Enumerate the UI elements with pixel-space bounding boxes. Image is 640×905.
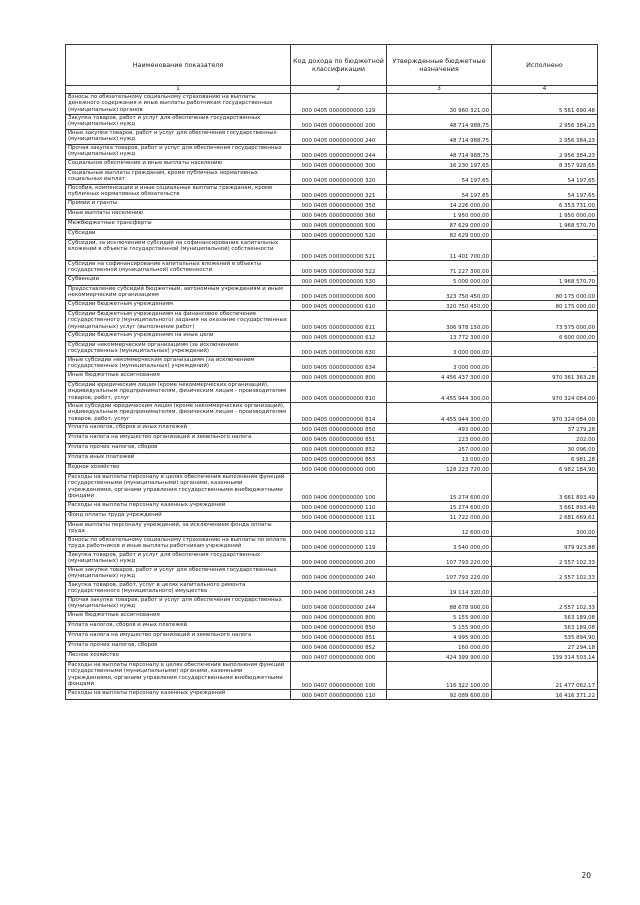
table-row	[66, 286, 598, 301]
row-executed: 73 575 000,00	[492, 311, 598, 332]
row-code: 000 0406 0000000000 112	[291, 522, 387, 537]
row-executed: -	[492, 342, 598, 357]
row-approved: 19 114 320,00	[387, 582, 492, 597]
row-code: 000 0405 0000000000 350	[291, 200, 387, 210]
table-row	[66, 301, 598, 311]
row-code: 000 0407 0000000000 000	[291, 652, 387, 662]
row-code: 000 0406 0000000000 000	[291, 464, 387, 474]
row-executed: 2 557 102,33	[492, 567, 598, 582]
table-row	[66, 311, 598, 332]
page-number: 20	[581, 871, 591, 880]
table-row	[66, 474, 598, 502]
row-name: Субсидии на софинансирование капитальных вложений в объекты государственной (муниципальной) собственности	[66, 261, 291, 276]
row-executed: 54 197,65	[492, 185, 598, 200]
row-code: 000 0405 0000000000 520	[291, 230, 387, 240]
table-row	[66, 652, 598, 662]
row-approved: 48 714 988,75	[387, 130, 492, 145]
row-code: 000 0405 0000000000 611	[291, 311, 387, 332]
row-approved: 160 000,00	[387, 642, 492, 652]
row-name: Уплата иных платежей	[66, 454, 291, 464]
row-approved: 30 960 321,00	[387, 94, 492, 115]
row-code: 000 0405 0000000000 612	[291, 332, 387, 342]
table-row	[66, 642, 598, 652]
table-row	[66, 276, 598, 286]
row-code: 000 0405 0000000000 851	[291, 434, 387, 444]
row-executed: 16 416 371,22	[492, 690, 598, 700]
table-row	[66, 210, 598, 220]
row-name: Прочая закупка товаров, работ и услуг для обеспечения государственных (муниципальных) нужд	[66, 145, 291, 160]
table-row	[66, 185, 598, 200]
row-code: 000 0406 0000000000 850	[291, 622, 387, 632]
row-name: Социальные выплаты гражданам, кроме публичных нормативных социальных выплат	[66, 170, 291, 185]
row-approved: 15 274 600,00	[387, 474, 492, 502]
table-row	[66, 552, 598, 567]
row-approved: 493 000,00	[387, 424, 492, 434]
row-approved: 4 455 944 300,00	[387, 403, 492, 424]
row-name: Субсидии бюджетным учреждениям	[66, 301, 291, 311]
row-code: 000 0407 0000000000 110	[291, 690, 387, 700]
row-approved: 13 000,00	[387, 454, 492, 464]
row-code: 000 0406 0000000000 110	[291, 502, 387, 512]
row-code: 000 0406 0000000000 111	[291, 512, 387, 522]
table-row	[66, 261, 598, 276]
table-row	[66, 690, 598, 700]
row-name: Расходы на выплаты персоналу казенных учреждений	[66, 502, 291, 512]
table-row	[66, 115, 598, 130]
row-approved: 11 401 700,00	[387, 240, 492, 261]
row-name: Иные выплаты населению	[66, 210, 291, 220]
row-code: 000 0406 0000000000 852	[291, 642, 387, 652]
row-code: 000 0405 0000000000 240	[291, 130, 387, 145]
row-approved: 107 793 220,00	[387, 552, 492, 567]
row-name: Взносы по обязательному социальному страхованию на выплаты денежного содержания и иные выплаты работникам государственных (муниципальных) органов	[66, 94, 291, 115]
row-name: Иные бюджетные ассигнования	[66, 612, 291, 622]
table-row	[66, 332, 598, 342]
row-approved: 14 226 000,00	[387, 200, 492, 210]
row-approved: 48 714 988,75	[387, 115, 492, 130]
row-name: Прочая закупка товаров, работ и услуг для обеспечения государственных (муниципальных) нужд	[66, 597, 291, 612]
row-code: 000 0405 0000000000 852	[291, 444, 387, 454]
row-approved: 107 793 220,00	[387, 567, 492, 582]
row-name: Субсидии бюджетным учреждениям на финансовое обеспечение государственного (муниципального) задания на оказание государственных (муниципальных) услуг (выполнение работ)	[66, 311, 291, 332]
table-row	[66, 357, 598, 372]
row-code: 000 0405 0000000000 634	[291, 357, 387, 372]
row-code: 000 0406 0000000000 100	[291, 474, 387, 502]
row-name: Водное хозяйство	[66, 464, 291, 474]
table-row	[66, 582, 598, 597]
row-code: 000 0406 0000000000 244	[291, 597, 387, 612]
row-code: 000 0405 0000000000 850	[291, 424, 387, 434]
table-row	[66, 160, 598, 170]
row-executed: 2 956 384,23	[492, 145, 598, 160]
row-executed: 970 324 084,00	[492, 403, 598, 424]
column-number: 4	[492, 86, 598, 94]
table-row	[66, 662, 598, 690]
table-row	[66, 230, 598, 240]
row-approved: 5 000 000,00	[387, 276, 492, 286]
row-approved: 13 772 300,00	[387, 332, 492, 342]
row-name: Иные субсидии юридическим лицам (кроме некоммерческих организаций), индивидуальным предпринимателям, физическим лицам - производителям товаров, работ, услуг	[66, 403, 291, 424]
row-approved: 223 000,00	[387, 434, 492, 444]
row-approved: 54 197,65	[387, 185, 492, 200]
row-name: Иные субсидии некоммерческим организациям (за исключением государственных (муниципальных) учреждений)	[66, 357, 291, 372]
row-executed: 1 968 570,70	[492, 276, 598, 286]
row-executed: 8 357 928,65	[492, 160, 598, 170]
row-approved: 71 227 300,00	[387, 261, 492, 276]
budget-execution-table	[65, 44, 598, 700]
row-code: 000 0405 0000000000 814	[291, 403, 387, 424]
header-approved: Утвержденные бюджетные назначения	[387, 45, 492, 86]
row-approved: 15 274 600,00	[387, 502, 492, 512]
table-row	[66, 94, 598, 115]
row-name: Пособия, компенсации и иные социальные выплаты гражданам, кроме публичных нормативных обязательств	[66, 185, 291, 200]
row-approved: 5 155 900,00	[387, 622, 492, 632]
row-name: Закупка товаров, работ, услуг в целях капитального ремонта государственного (муниципального) имущества	[66, 582, 291, 597]
row-executed: 80 175 000,00	[492, 301, 598, 311]
table-row	[66, 502, 598, 512]
row-executed: 37 279,28	[492, 424, 598, 434]
row-code: 000 0405 0000000000 530	[291, 276, 387, 286]
table-row	[66, 622, 598, 632]
row-name: Взносы по обязательному социальному страхованию на выплаты по оплате труда работников и иные выплаты работникам учреждений	[66, 537, 291, 552]
row-code: 000 0406 0000000000 200	[291, 552, 387, 567]
row-name: Уплата налогов, сборов и иных платежей	[66, 622, 291, 632]
row-name: Расходы на выплаты персоналу в целях обеспечения выполнения функций государственными (муниципальными) органами, казенными учреждениями, органами управления государственными внебюджетными фондами	[66, 474, 291, 502]
row-approved: 3 540 000,00	[387, 537, 492, 552]
row-executed: 5 561 690,48	[492, 94, 598, 115]
row-code: 000 0405 0000000000 600	[291, 286, 387, 301]
row-approved: 306 978 150,00	[387, 311, 492, 332]
column-number: 3	[387, 86, 492, 94]
row-approved: 11 722 000,00	[387, 512, 492, 522]
row-code: 000 0405 0000000000 800	[291, 372, 387, 382]
row-executed: 6 981,28	[492, 454, 598, 464]
row-executed: 970 361 363,28	[492, 372, 598, 382]
row-executed: 139 314 503,14	[492, 652, 598, 662]
row-executed: 563 189,08	[492, 622, 598, 632]
row-approved: 16 230 197,65	[387, 160, 492, 170]
row-name: Социальное обеспечение и иные выплаты населению	[66, 160, 291, 170]
row-code: 000 0406 0000000000 240	[291, 567, 387, 582]
row-executed: -	[492, 582, 598, 597]
row-approved: 128 223 720,00	[387, 464, 492, 474]
row-code: 000 0405 0000000000 630	[291, 342, 387, 357]
row-code: 000 0405 0000000000 320	[291, 170, 387, 185]
row-name: Уплата налога на имущество организаций и земельного налога	[66, 632, 291, 642]
row-approved: 3 000 000,00	[387, 357, 492, 372]
row-name: Расходы на выплаты персоналу в целях обеспечения выполнения функций государственными (муниципальными) органами, казенными учреждениями, органами управления государственными внебюджетными фондами	[66, 662, 291, 690]
row-code: 000 0405 0000000000 300	[291, 160, 387, 170]
table-row	[66, 342, 598, 357]
row-approved: 4 456 437 300,00	[387, 372, 492, 382]
row-executed: 6 353 731,00	[492, 200, 598, 210]
row-executed: -	[492, 261, 598, 276]
row-approved: 12 600,00	[387, 522, 492, 537]
table-row	[66, 444, 598, 454]
row-name: Иные выплаты персоналу учреждений, за исключением фонда оплаты труда	[66, 522, 291, 537]
table-row	[66, 612, 598, 622]
row-name: Субсидии, за исключением субсидий на софинансирование капитальных вложений в объекты государственной (муниципальной) собственности	[66, 240, 291, 261]
row-name: Уплата налогов, сборов и иных платежей	[66, 424, 291, 434]
table-row	[66, 537, 598, 552]
row-code: 000 0405 0000000000 522	[291, 261, 387, 276]
row-approved: 424 399 900,00	[387, 652, 492, 662]
row-executed: 2 956 384,23	[492, 130, 598, 145]
row-code: 000 0407 0000000000 100	[291, 662, 387, 690]
row-executed: 979 923,88	[492, 537, 598, 552]
row-executed: 2 557 102,33	[492, 552, 598, 567]
table-row	[66, 372, 598, 382]
row-name: Субсидии юридическим лицам (кроме некоммерческих организаций), индивидуальным предпринимателям, физическим лицам - производителям товаров, работ, услуг	[66, 382, 291, 403]
row-executed: 202,00	[492, 434, 598, 444]
row-executed: 80 175 000,00	[492, 286, 598, 301]
row-name: Предоставление субсидий бюджетным, автономным учреждениям и иным некоммерческим организациям	[66, 286, 291, 301]
row-executed: 6 600 000,00	[492, 332, 598, 342]
row-name: Закупка товаров, работ и услуг для обеспечения государственных (муниципальных) нужд	[66, 552, 291, 567]
row-executed: 300,00	[492, 522, 598, 537]
row-executed: 3 661 893,49	[492, 502, 598, 512]
row-approved: 48 714 988,75	[387, 145, 492, 160]
row-code: 000 0405 0000000000 500	[291, 220, 387, 230]
row-name: Субсидии	[66, 230, 291, 240]
table-row	[66, 403, 598, 424]
row-approved: 257 000,00	[387, 444, 492, 454]
row-name: Межбюджетные трансферты	[66, 220, 291, 230]
row-code: 000 0405 0000000000 200	[291, 115, 387, 130]
row-name: Иные закупки товаров, работ и услуг для обеспечения государственных (муниципальных) нужд	[66, 567, 291, 582]
row-name: Расходы на выплаты персоналу казенных учреждений	[66, 690, 291, 700]
table-row	[66, 424, 598, 434]
row-executed: 6 982 184,90	[492, 464, 598, 474]
table-row	[66, 382, 598, 403]
table-row	[66, 512, 598, 522]
table-row	[66, 130, 598, 145]
row-approved: 116 322 100,00	[387, 662, 492, 690]
row-approved: 5 155 900,00	[387, 612, 492, 622]
row-executed: 563 189,08	[492, 612, 598, 622]
row-code: 000 0405 0000000000 360	[291, 210, 387, 220]
row-approved: 323 750 450,00	[387, 286, 492, 301]
row-approved: 88 678 900,00	[387, 597, 492, 612]
header-indicator-name: Наименование показателя	[66, 45, 291, 86]
row-executed: 1 950 000,00	[492, 210, 598, 220]
row-approved: 4 995 900,00	[387, 632, 492, 642]
row-code: 000 0406 0000000000 851	[291, 632, 387, 642]
row-executed: 27 294,18	[492, 642, 598, 652]
column-number: 1	[66, 86, 291, 94]
table-row	[66, 434, 598, 444]
row-code: 000 0405 0000000000 321	[291, 185, 387, 200]
row-approved: 54 197,65	[387, 170, 492, 185]
table-row	[66, 220, 598, 230]
row-approved: 87 629 000,00	[387, 220, 492, 230]
row-code: 000 0406 0000000000 800	[291, 612, 387, 622]
row-code: 000 0405 0000000000 521	[291, 240, 387, 261]
row-executed: 970 324 084,00	[492, 382, 598, 403]
row-name: Субсидии некоммерческим организациям (за исключением государственных (муниципальных) учреждений)	[66, 342, 291, 357]
row-executed: 2 557 102,33	[492, 597, 598, 612]
column-number-row	[66, 86, 598, 94]
table-row	[66, 240, 598, 261]
row-name: Закупка товаров, работ и услуг для обеспечения государственных (муниципальных) нужд	[66, 115, 291, 130]
row-executed: 21 477 062,17	[492, 662, 598, 690]
row-name: Субсидии бюджетным учреждениям на иные цели	[66, 332, 291, 342]
row-name: Уплата прочих налогов, сборов	[66, 444, 291, 454]
row-name: Иные бюджетные ассигнования	[66, 372, 291, 382]
row-executed: 2 956 384,23	[492, 115, 598, 130]
row-executed: 2 681 669,61	[492, 512, 598, 522]
row-name: Уплата налога на имущество организаций и земельного налога	[66, 434, 291, 444]
row-name: Фонд оплаты труда учреждений	[66, 512, 291, 522]
column-number: 2	[291, 86, 387, 94]
row-code: 000 0405 0000000000 610	[291, 301, 387, 311]
table-row	[66, 567, 598, 582]
row-name: Иные закупки товаров, работ и услуг для обеспечения государственных (муниципальных) нужд	[66, 130, 291, 145]
table-row	[66, 632, 598, 642]
row-name: Премии и гранты	[66, 200, 291, 210]
row-executed: -	[492, 240, 598, 261]
row-name: Субвенции	[66, 276, 291, 286]
row-executed: 3 661 893,49	[492, 474, 598, 502]
row-executed: 30 096,00	[492, 444, 598, 454]
row-executed: 1 968 570,70	[492, 220, 598, 230]
table-row	[66, 170, 598, 185]
row-approved: 4 455 944 300,00	[387, 382, 492, 403]
table-row	[66, 597, 598, 612]
row-executed: 535 894,90	[492, 632, 598, 642]
row-name: Уплата прочих налогов, сборов	[66, 642, 291, 652]
row-approved: 1 950 000,00	[387, 210, 492, 220]
table-row	[66, 464, 598, 474]
row-code: 000 0405 0000000000 244	[291, 145, 387, 160]
row-executed: 54 197,65	[492, 170, 598, 185]
row-approved: 320 750 450,00	[387, 301, 492, 311]
row-executed: -	[492, 230, 598, 240]
row-executed: -	[492, 357, 598, 372]
row-code: 000 0405 0000000000 129	[291, 94, 387, 115]
row-code: 000 0405 0000000000 853	[291, 454, 387, 464]
row-name: Лесное хозяйство	[66, 652, 291, 662]
table-row	[66, 200, 598, 210]
row-code: 000 0406 0000000000 243	[291, 582, 387, 597]
row-approved: 3 000 000,00	[387, 342, 492, 357]
row-code: 000 0406 0000000000 119	[291, 537, 387, 552]
header-executed: Исполнено	[492, 45, 598, 86]
row-approved: 92 089 600,00	[387, 690, 492, 700]
row-code: 000 0405 0000000000 810	[291, 382, 387, 403]
table-row	[66, 454, 598, 464]
table-row	[66, 145, 598, 160]
table-row	[66, 522, 598, 537]
row-approved: 82 629 000,00	[387, 230, 492, 240]
header-budget-code: Код дохода по бюджетной классификации	[291, 45, 387, 86]
